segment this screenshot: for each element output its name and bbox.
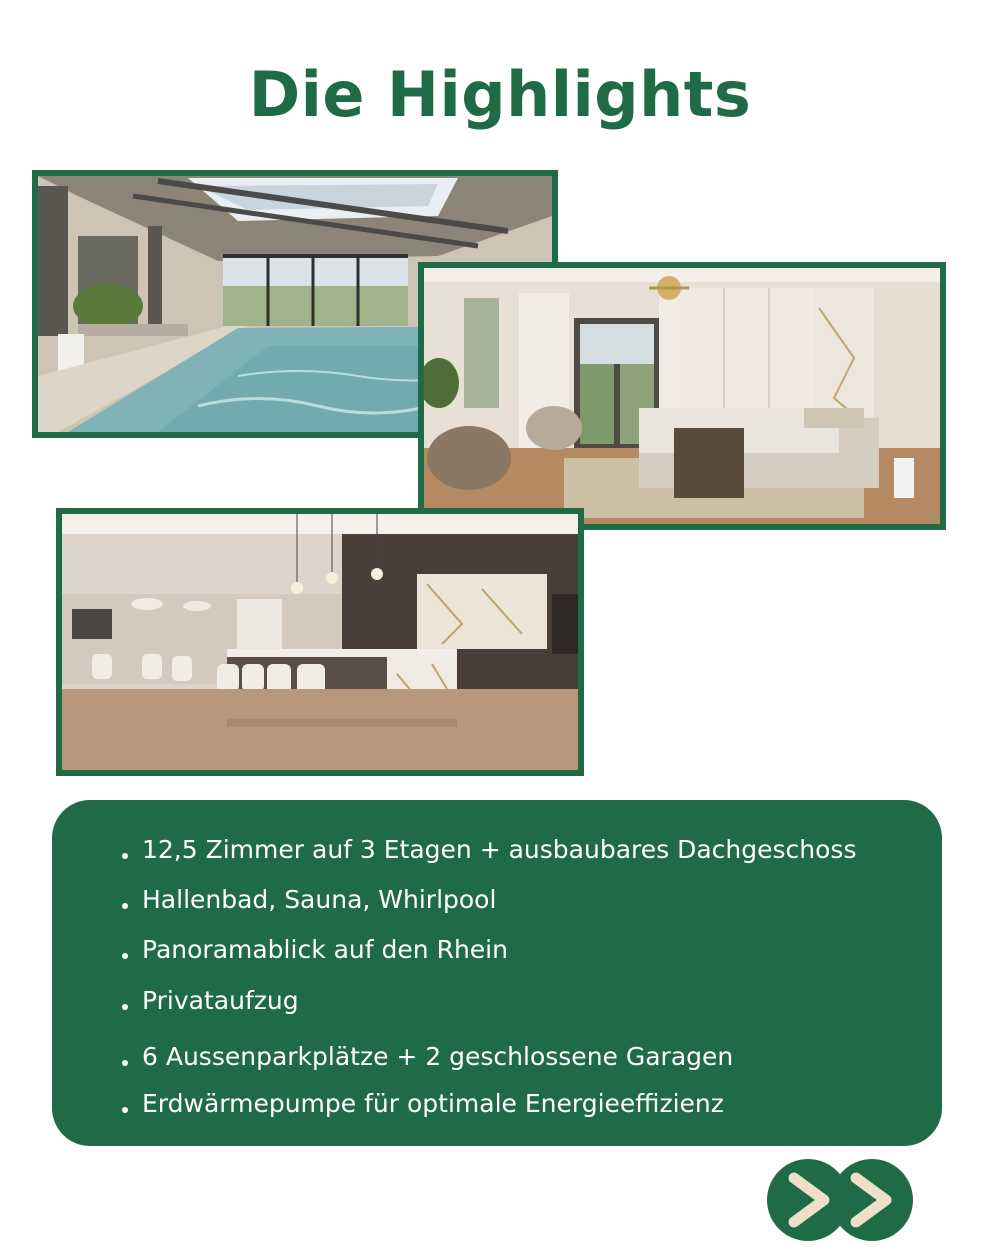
bullet-icon — [122, 1060, 128, 1066]
double-chevron-right-icon — [766, 1158, 916, 1242]
page-title: Die Highlights — [248, 58, 752, 131]
list-item: Privataufzug — [122, 985, 299, 1016]
bedroom-photo — [418, 262, 946, 530]
list-item: 6 Aussenparkplätze + 2 geschlossene Garagen — [122, 1041, 733, 1072]
bullet-icon — [122, 853, 128, 859]
list-item: Erdwärmepumpe für optimale Energieeffizienz — [122, 1088, 724, 1119]
list-item: Panoramablick auf den Rhein — [122, 934, 508, 965]
bullet-icon — [122, 1004, 128, 1010]
bullet-icon — [122, 1107, 128, 1113]
bullet-icon — [122, 903, 128, 909]
list-item: Hallenbad, Sauna, Whirlpool — [122, 884, 496, 915]
next-button[interactable] — [766, 1158, 916, 1242]
list-item: 12,5 Zimmer auf 3 Etagen + ausbaubares Dachgeschoss — [122, 834, 856, 865]
kitchen-photo — [56, 508, 584, 776]
bullet-icon — [122, 953, 128, 959]
highlights-panel — [52, 800, 942, 1146]
